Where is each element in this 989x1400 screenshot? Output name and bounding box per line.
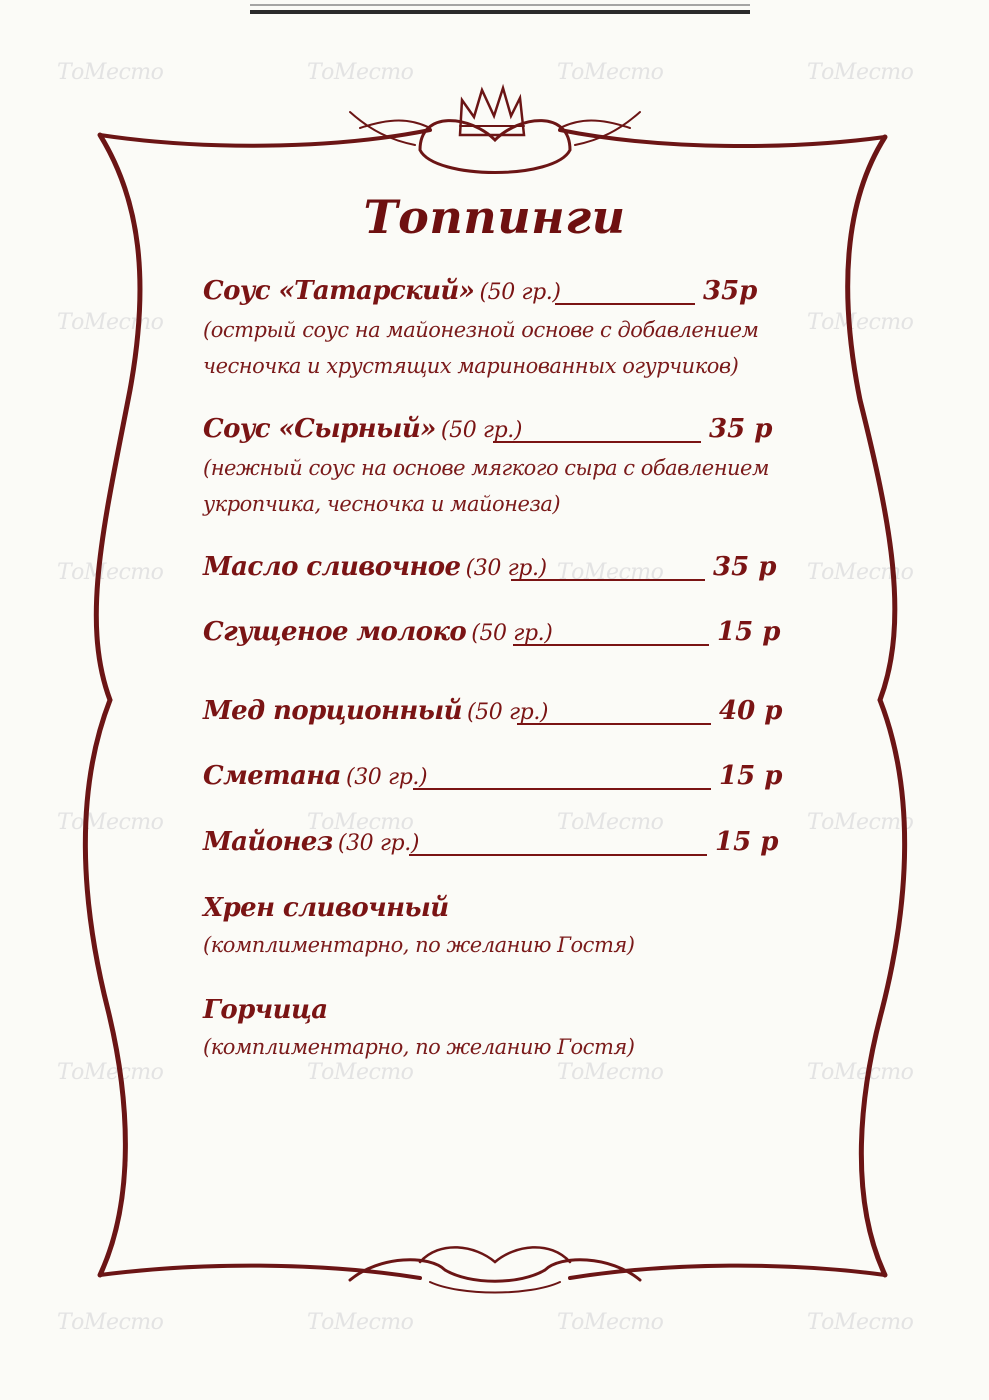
menu-item (203, 995, 783, 1075)
menu-item (203, 414, 783, 524)
item-price: 35р (703, 276, 758, 306)
watermark: ТоМесто (57, 1060, 164, 1085)
menu-item (203, 827, 783, 867)
leader-line (555, 303, 695, 305)
watermark: ТоМесто (57, 810, 164, 835)
leader-line (409, 854, 707, 856)
item-name: Соус «Сырный» (203, 414, 436, 444)
menu-item (203, 761, 783, 801)
item-name: Соус «Татарский» (203, 276, 475, 306)
item-weight: (30 гр.) (337, 831, 420, 856)
item-price: 35 р (713, 552, 777, 582)
menu-item (203, 276, 783, 386)
menu-item-line (203, 995, 783, 1035)
watermark: ТоМесто (57, 310, 164, 335)
page-title: Топпинги (363, 190, 626, 244)
item-price: 15 р (719, 761, 783, 791)
item-name: Сметана (203, 761, 341, 791)
menu-item (203, 893, 783, 973)
item-weight: (30 гр.) (346, 765, 428, 790)
menu-item-line (203, 761, 783, 801)
watermark: ТоМесто (57, 60, 164, 85)
item-name: Хрен сливочный (203, 893, 449, 923)
watermark: ТоМесто (307, 810, 414, 835)
watermark: ТоМесто (807, 1060, 914, 1085)
leader-line (493, 441, 701, 443)
item-name: Майонез (203, 827, 333, 857)
item-weight: (50 гр.) (466, 700, 549, 725)
menu-item (203, 696, 783, 736)
item-description: (острый соус на майонезной основе с добавлением (203, 318, 759, 342)
watermark: ТоМесто (807, 810, 914, 835)
watermark: ТоМесто (557, 60, 664, 85)
watermark: ТоМесто (807, 560, 914, 585)
menu-item-line (203, 552, 783, 592)
item-weight: (50 гр.) (479, 280, 561, 305)
menu-item-line (203, 696, 783, 736)
leader-line (413, 788, 711, 790)
leader-line (517, 723, 711, 725)
item-price: 40 р (719, 696, 783, 726)
watermark: ТоМесто (57, 560, 164, 585)
item-price: 15 р (717, 617, 781, 647)
watermark: ТоМесто (57, 1310, 164, 1335)
item-description: (комплиментарно, по желанию Гостя) (203, 933, 635, 957)
watermark: ТоМесто (557, 560, 664, 585)
leader-line (513, 644, 709, 646)
watermark: ТоМесто (557, 1310, 664, 1335)
menu-item-line (203, 617, 783, 657)
item-weight: (30 гр.) (465, 556, 547, 581)
watermark: ТоМесто (307, 1310, 414, 1335)
item-price: 15 р (715, 827, 779, 857)
item-name: Горчица (203, 995, 328, 1025)
item-weight: (50 гр.) (440, 418, 523, 443)
watermark: ТоМесто (807, 1310, 914, 1335)
item-description: укропчика, чесночка и майонеза) (203, 492, 561, 516)
menu-item (203, 552, 783, 592)
item-name: Масло сливочное (203, 552, 461, 582)
menu-item (203, 617, 783, 657)
item-description: (нежный соус на основе мягкого сыра с обавлением (203, 456, 769, 480)
item-description: чесночка и хрустящих маринованных огурчиков) (203, 354, 739, 378)
watermark: ТоМесто (557, 1060, 664, 1085)
menu-item-line (203, 276, 783, 316)
watermark: ТоМесто (307, 1060, 414, 1085)
item-price: 35 р (709, 414, 773, 444)
watermark: ТоМесто (807, 60, 914, 85)
leader-line (511, 579, 705, 581)
item-name: Мед порционный (203, 696, 462, 726)
menu-item-line (203, 414, 783, 454)
watermark: ТоМесто (307, 60, 414, 85)
watermark: ТоМесто (807, 310, 914, 335)
menu-item-line (203, 827, 783, 867)
watermark: ТоМесто (557, 810, 664, 835)
item-weight: (50 гр.) (471, 621, 553, 646)
menu-item-line (203, 893, 783, 933)
item-description: (комплиментарно, по желанию Гостя) (203, 1035, 635, 1059)
item-name: Сгущеное молоко (203, 617, 467, 647)
